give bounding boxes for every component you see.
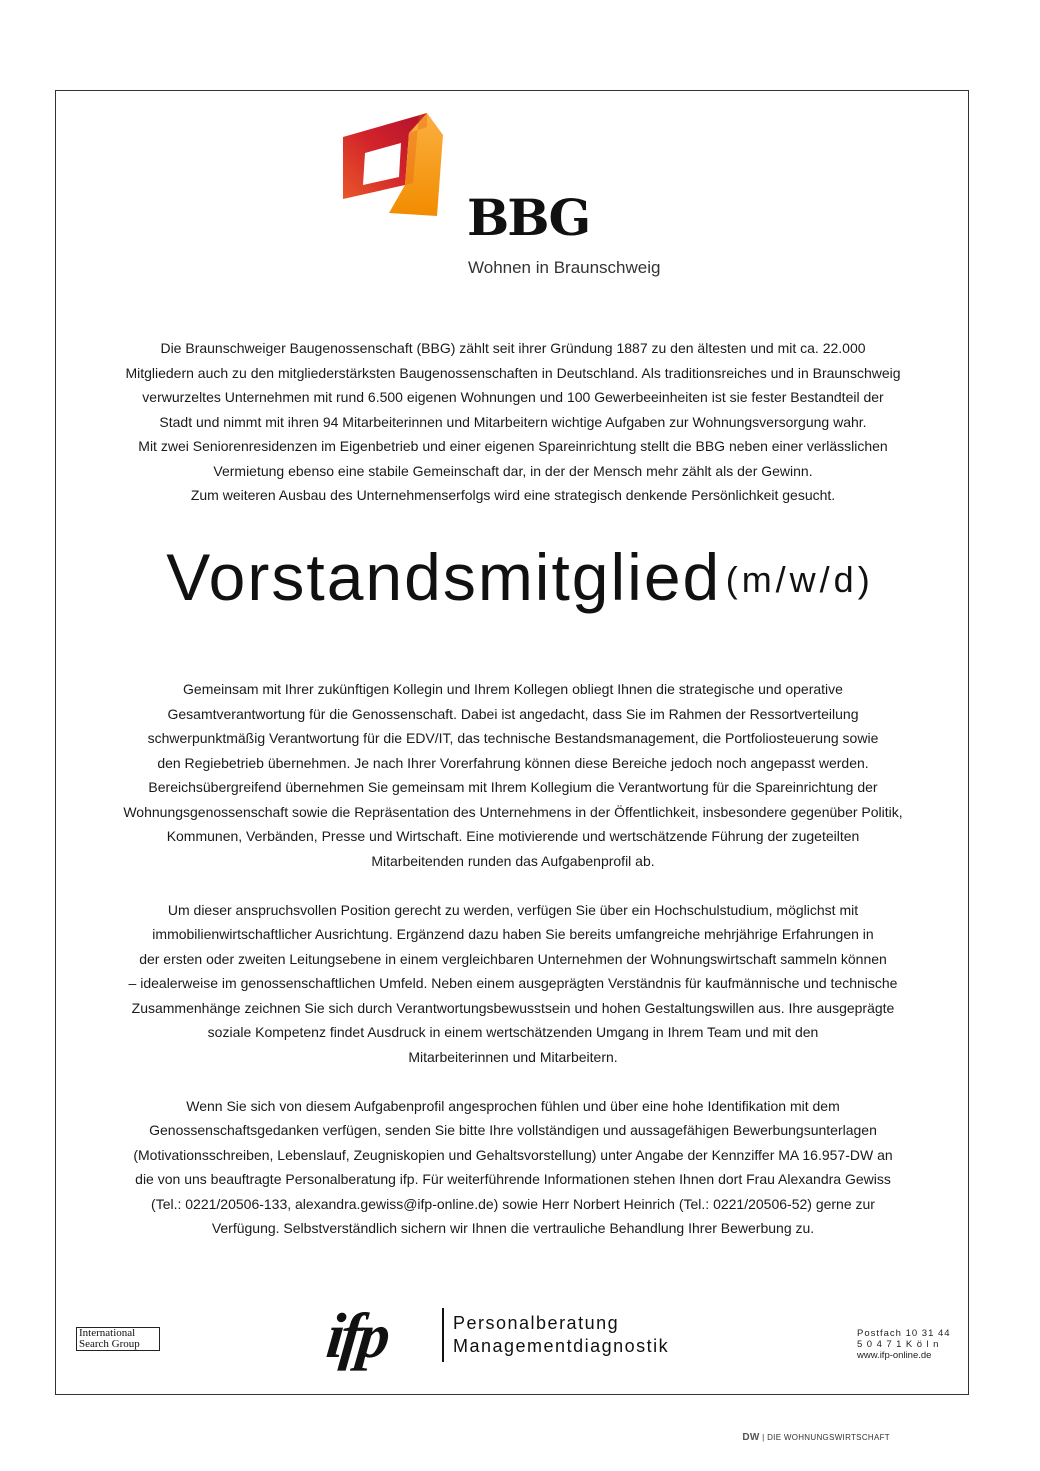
ifp-website: www.ifp-online.de bbox=[857, 1350, 932, 1361]
description-line: der ersten oder zweiten Leitungsebene in einem vergleichbaren Unternehmen der Wohnungswirtschaft sammeln können bbox=[139, 950, 887, 967]
description-paragraph bbox=[80, 677, 946, 873]
ifp-divider bbox=[442, 1308, 444, 1362]
ifp-logo: ifp bbox=[323, 1300, 390, 1371]
brand-name: BBG bbox=[467, 188, 590, 247]
footer-label: DIE WOHNUNGSWIRTSCHAFT bbox=[767, 1433, 890, 1442]
job-title-main: Vorstandsmitglied bbox=[166, 540, 722, 614]
description-line: Genossenschaftsgedanken verfügen, senden Sie bitte Ihre vollständigen und aussagefähigen Bewerbungsunterlagen bbox=[149, 1122, 877, 1138]
intro-line: verwurzeltes Unternehmen mit rund 6.500 eigenen Wohnungen und 100 Gewerbeeinheiten ist sie fester Bestandteil der bbox=[142, 389, 884, 405]
ifp-address bbox=[857, 1328, 951, 1361]
description-line: Um dieser anspruchsvollen Position gerecht zu werden, verfügen Sie über ein Hochschulstudium, möglichst mit bbox=[167, 901, 859, 918]
job-title-suffix: (m/w/d) bbox=[725, 559, 874, 600]
bbg-logo-mark bbox=[343, 113, 443, 216]
description-line: den Regiebetrieb übernehmen. Je nach Ihrer Vorerfahrung können diese Bereiche jedoch noch angepasst werden. bbox=[157, 754, 869, 771]
ifp-tagline bbox=[453, 1312, 669, 1358]
footer-mark: DW bbox=[742, 1432, 760, 1443]
job-description bbox=[80, 677, 946, 1265]
description-paragraph bbox=[80, 1094, 946, 1241]
description-line: Gesamtverantwortung für die Genossenschaft. Dabei ist angedacht, dass Sie im Rahmen der Ressortverteilung bbox=[167, 705, 859, 722]
intro-line: Zum weiteren Ausbau des Unternehmenserfolgs wird eine strategisch denkende Persönlichkeit gesucht. bbox=[190, 487, 836, 503]
description-line: Zusammenhänge zeichnen Sie sich durch Verantwortungsbewusstsein und hohen Gestaltungswillen aus. Ihre ausgeprägte bbox=[131, 999, 895, 1016]
intro-line: Mitgliedern auch zu den mitgliederstärksten Baugenossenschaften in Deutschland. Als traditionsreiches und in Braunschweig bbox=[125, 364, 901, 381]
description-line: Wenn Sie sich von diesem Aufgabenprofil angesprochen fühlen und über eine hohe Identifikation mit dem bbox=[186, 1097, 840, 1114]
ifp-city: 50471Köln bbox=[857, 1339, 943, 1350]
intro-line: Vermietung ebenso eine stabile Gemeinschaft dar, in der der Mensch mehr zählt als der Gewinn. bbox=[213, 462, 813, 479]
brand-tagline: Wohnen in Braunschweig bbox=[468, 258, 661, 277]
ifp-postbox: Postfach 10 31 44 bbox=[857, 1328, 951, 1339]
company-intro bbox=[80, 336, 946, 508]
description-line: immobilienwirtschaftlicher Ausrichtung. Ergänzend dazu haben Sie bereits umfangreiche mehrjährige Erfahrungen in bbox=[152, 926, 874, 942]
description-line: schwerpunktmäßig Verantwortung für die EDV/IT, das technische Bestandsmanagement, die Portfoliosteuerung sowie bbox=[147, 730, 879, 746]
description-line: Mitarbeitenden runden das Aufgabenprofil ab. bbox=[371, 852, 655, 869]
description-line: Bereichsübergreifend übernehmen Sie gemeinsam mit Ihrem Kollegium die Verantwortung für die Spareinrichtung der bbox=[148, 779, 878, 795]
description-line: soziale Kompetenz findet Ausdruck in einem wertschätzenden Umgang in Ihrem Team und mit den bbox=[207, 1024, 819, 1040]
job-title bbox=[40, 540, 1000, 614]
description-line: die von uns beauftragte Personalberatung ifp. Für weiterführende Informationen stehen Ihnen dort Frau Alexandra Gewiss bbox=[135, 1171, 891, 1187]
ifp-tag-line: Managementdiagnostik bbox=[453, 1336, 670, 1356]
description-line: (Tel.: 0221/20506-133, alexandra.gewiss@ifp-online.de) sowie Herr Norbert Heinrich (Tel.: 0221/20506-52) gerne zur bbox=[151, 1195, 875, 1212]
ifp-tag-line: Personalberatung bbox=[453, 1313, 620, 1333]
isg-line: International bbox=[79, 1327, 136, 1339]
intro-line: Mit zwei Seniorenresidenzen im Eigenbetrieb und einer eigenen Spareinrichtung stellt die BBG neben einer verlässlichen bbox=[138, 438, 888, 454]
publication-footer bbox=[742, 1432, 890, 1443]
footer-separator: | bbox=[762, 1433, 765, 1442]
description-line: – idealerweise im genossenschaftlichen Umfeld. Neben einem ausgeprägten Verständnis für kaufmännische und technische bbox=[128, 975, 898, 991]
intro-line: Die Braunschweiger Baugenossenschaft (BBG) zählt seit ihrer Gründung 1887 zu den ältesten und mit ca. 22.000 bbox=[160, 340, 866, 356]
description-line: Kommunen, Verbänden, Presse und Wirtschaft. Eine motivierende und wertschätzende Führung der zugeteilten bbox=[166, 828, 860, 844]
description-line: (Motivationsschreiben, Lebenslauf, Zeugniskopien und Gehaltsvorstellung) unter Angabe der Kennziffer MA 16.957-DW an bbox=[133, 1146, 893, 1163]
description-line: Gemeinsam mit Ihrer zukünftigen Kollegin und Ihrem Kollegen obliegt Ihnen die strategische und operative bbox=[183, 681, 843, 697]
intro-line: Stadt und nimmt mit ihren 94 Mitarbeiterinnen und Mitarbeitern wichtige Aufgaben zur Wohnungsversorgung wahr. bbox=[159, 413, 867, 430]
description-paragraph bbox=[80, 898, 946, 1070]
isg-logo bbox=[76, 1327, 160, 1351]
description-line: Verfügung. Selbstverständlich sichern wir Ihnen die vertrauliche Behandlung Ihrer Bewerbung zu. bbox=[211, 1220, 815, 1236]
description-line: Wohnungsgenossenschaft sowie die Repräsentation des Unternehmens in der Öffentlichkeit, insbesondere gegenüber Politik, bbox=[123, 803, 903, 820]
description-line: Mitarbeiterinnen und Mitarbeitern. bbox=[408, 1048, 618, 1065]
isg-line: Search Group bbox=[79, 1338, 140, 1350]
